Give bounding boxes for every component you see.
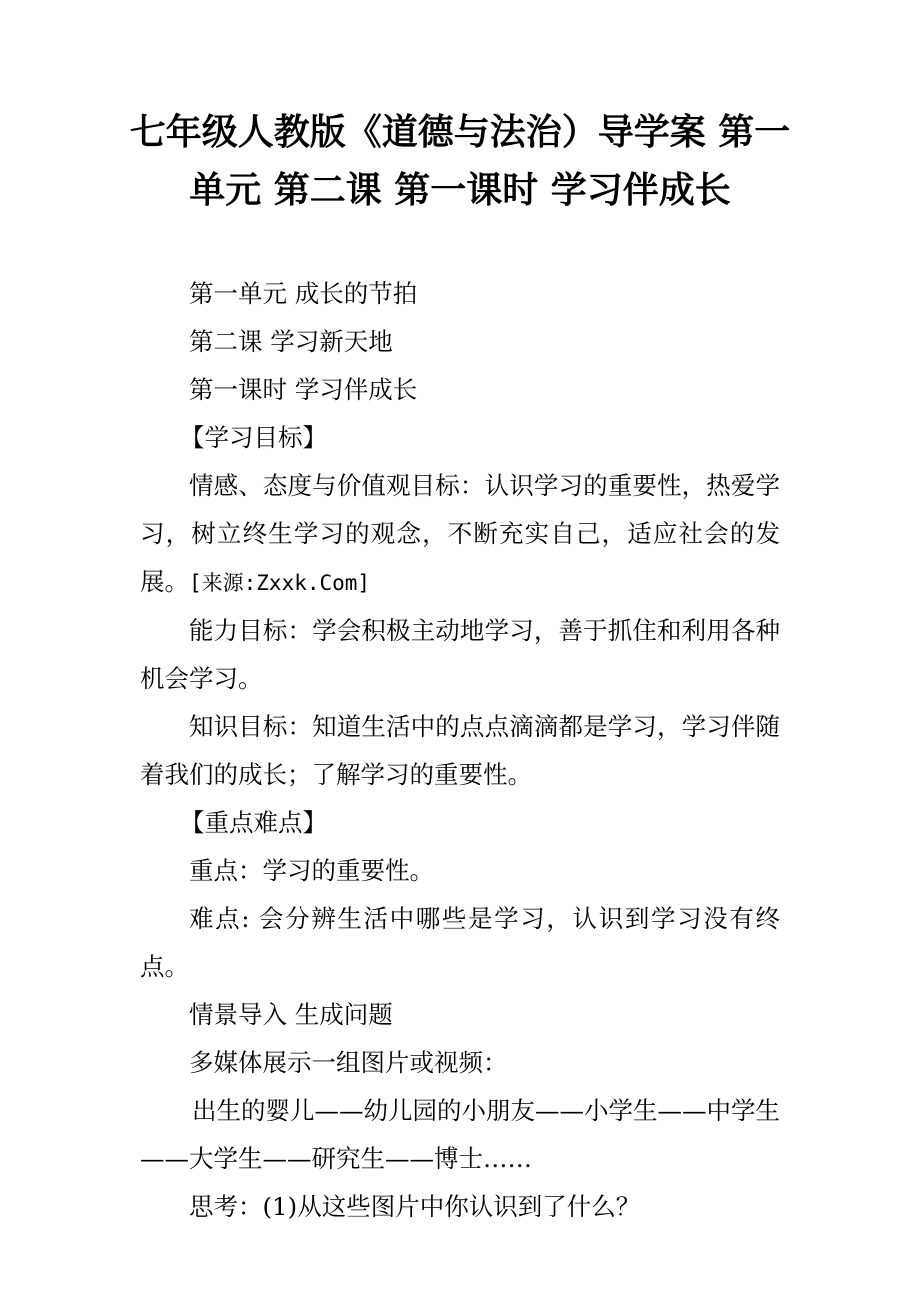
emotion-goal-text: 情感、态度与价值观目标：认识学习的重要性，热爱学习，树立终生学习的观念，不断充实自己，适应社会的发展。 (140, 471, 780, 596)
emotion-goal-paragraph (140, 462, 780, 607)
multimedia-line: 多媒体展示一组图片或视频： (189, 1048, 508, 1077)
sequence-paragraph: 出生的婴儿——幼儿园的小朋友——小学生——中学生——大学生——研究生——博士…… (140, 1096, 780, 1173)
difficulty-line: 难点: 会分辨生活中哪些是学习，认识到学习没有终点。 (140, 904, 780, 981)
unit-line: 第一单元 成长的节拍 (189, 279, 418, 308)
document-body (140, 270, 780, 1231)
objectives-heading: 【学习目标】 (180, 423, 327, 452)
lesson-line: 第二课 学习新天地 (189, 327, 393, 356)
key-point-line: 重点：学习的重要性。 (189, 856, 434, 885)
key-points-heading: 【重点难点】 (180, 808, 327, 837)
ability-goal-paragraph: 能力目标：学会积极主动地学习，善于抓住和利用各种机会学习。 (140, 616, 780, 693)
period-line: 第一课时 学习伴成长 (189, 375, 418, 404)
knowledge-goal-paragraph: 知识目标：知道生活中的点点滴滴都是学习，学习伴随着我们的成长；了解学习的重要性。 (140, 712, 780, 789)
scenario-line: 情景导入 生成问题 (189, 1000, 393, 1029)
question-line: 思考：(1)从这些图片中你认识到了什么？ (189, 1192, 641, 1221)
source-tag: [来源:Zxxk.Com] (189, 571, 371, 595)
document-title: 七年级人教版《道德与法治）导学案 第一单元 第二课 第一课时 学习伴成长 (129, 112, 791, 211)
